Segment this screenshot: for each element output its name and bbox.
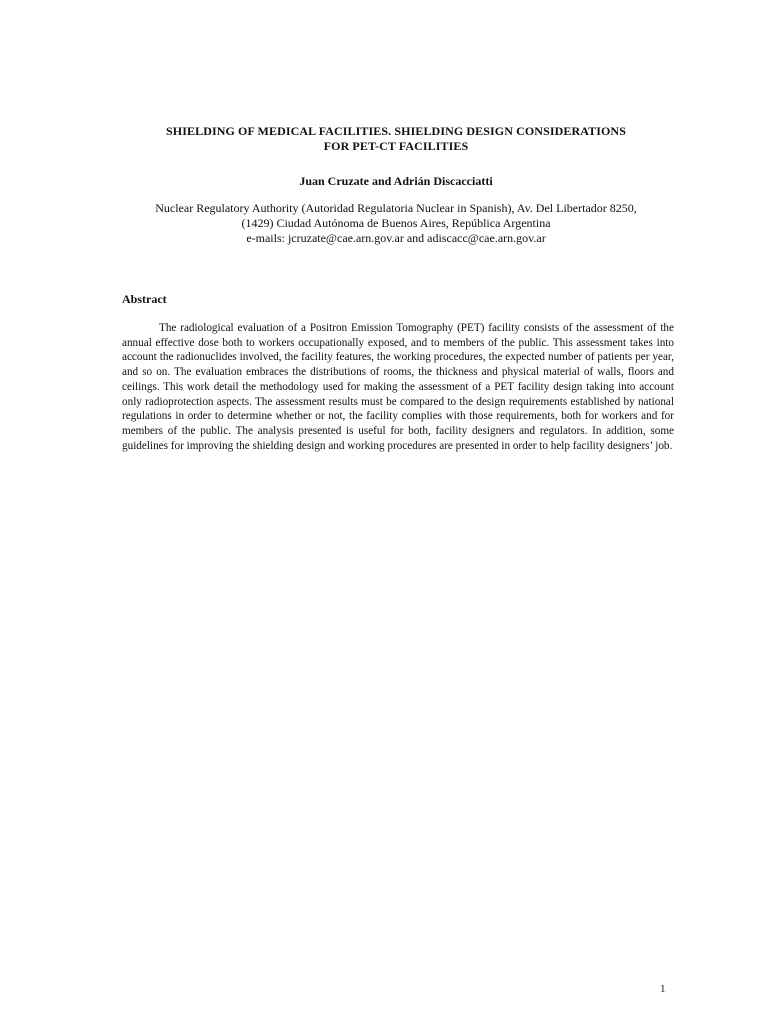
paper-title-line-2: FOR PET-CT FACILITIES (323, 139, 469, 153)
abstract-body: The radiological evaluation of a Positron Emission Tomography (PET) facility consists of the assessment of the annual effective dose both to workers occupationally exposed, and to members of the public. This assessment takes into account the radionuclides involved, the facility features, the working procedures, the expected number of patients per year, and so on. The evaluation embraces the distributions of rooms, the thickness and physical material of walls, floors and ceilings. This work detail the methodology used for making the assessment of a PET facility design taking into account only radioprotection aspects. The assessment results must be compared to the design requirements established by national regulations in order to determine whether or not, the facility complies with those requirements, both for workers and for members of the public. The analysis presented is useful for both, facility designers and regulators. In addition, some guidelines for improving the shielding design and working procedures are presented in order to help facility designers’ job. (122, 322, 674, 452)
author-emails: e-mails: jcruzate@cae.arn.gov.ar and adiscacc@cae.arn.gov.ar (246, 231, 546, 245)
abstract-heading: Abstract (122, 292, 167, 306)
author-affiliation (100, 201, 692, 246)
paper-title (100, 124, 692, 154)
paper-title-line-1: SHIELDING OF MEDICAL FACILITIES. SHIELDING DESIGN CONSIDERATIONS (166, 124, 626, 138)
affiliation-line-2: (1429) Ciudad Autónoma de Buenos Aires, República Argentina (241, 216, 551, 230)
paper-authors: Juan Cruzate and Adrián Discacciatti (299, 174, 493, 188)
page-number: 1 (660, 983, 666, 995)
affiliation-line-1: Nuclear Regulatory Authority (Autoridad Regulatoria Nuclear in Spanish), Av. Del Libertador 8250, (155, 201, 637, 215)
